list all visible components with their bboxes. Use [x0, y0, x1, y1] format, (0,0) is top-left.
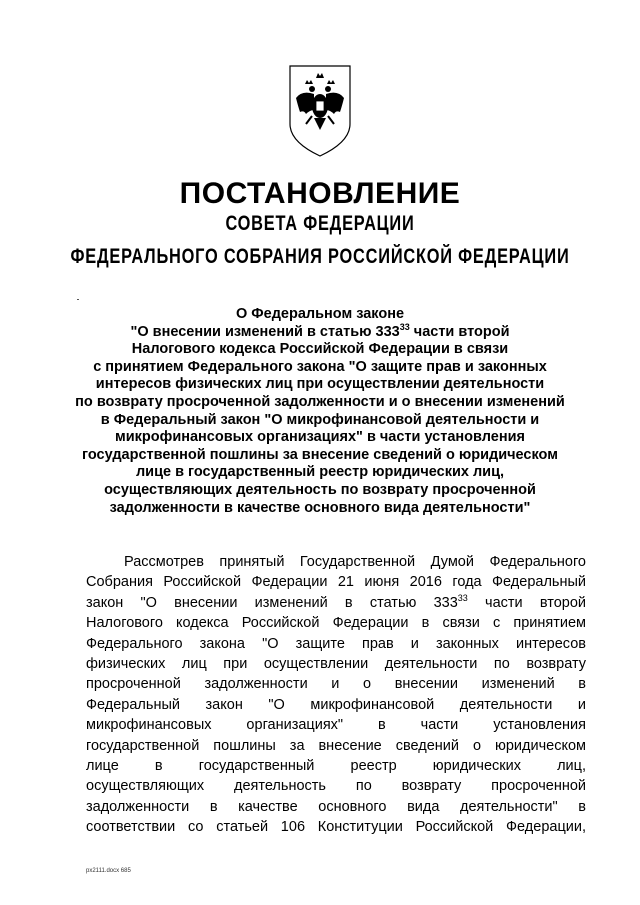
eagle-tail [314, 118, 326, 130]
body-line: осуществляющих деятельность по возврату просроченной [86, 778, 586, 795]
page-title: ПОСТАНОВЛЕНИЕ [179, 177, 461, 210]
body-line: государственной пошлины за внесение сведений о юридическом [86, 737, 586, 754]
coat-of-arms-emblem [288, 64, 352, 160]
subtitle-assembly: ФЕДЕРАЛЬНОГО СОБРАНИЯ РОССИЙСКОЙ ФЕДЕРАЦИИ [70, 245, 570, 268]
eagle-wing-right [326, 93, 344, 114]
document-file-id: px2111.docx 685 [86, 868, 131, 874]
body-line: микрофинансовых организациях" в части установления [86, 717, 586, 734]
scan-speck [77, 299, 79, 300]
subject-line: лице в государственный реестр юридических лиц, [135, 464, 505, 481]
body-line: Федерального закона "О защите прав и законных интересов [86, 635, 586, 652]
subject-line: интересов физических лиц при осуществлении деятельности [95, 376, 545, 393]
subject-line: по возврату просроченной задолженности и о внесении изменений [75, 393, 565, 410]
body-line: лице в государственный реестр юридических лиц, [86, 757, 586, 774]
body-line: Федеральный закон "О микрофинансовой деятельности и [86, 696, 586, 713]
subject-line: Налогового кодекса Российской Федерации в связи [131, 341, 509, 358]
eagle-wing-left [296, 93, 314, 114]
eagle-head-right [325, 86, 331, 92]
document-subject [40, 306, 600, 517]
breast-shield [316, 101, 324, 111]
body-line: физических лиц при осуществлении деятельности по возврату [86, 655, 586, 672]
body-line: закон "О внесении изменений в статью $333^{33}$ части второй [86, 592, 586, 611]
subject-line: "О внесении изменений в статью $333^{33}$ части второй [130, 321, 510, 340]
body-line: Налогового кодекса Российской Федерации в связи с принятием [86, 615, 586, 632]
eagle-head-left [309, 86, 315, 92]
crown-top [316, 73, 324, 78]
body-line: Рассмотрев принятый Государственной Думой Федерального [124, 554, 586, 570]
resolution-body [86, 552, 586, 837]
subtitle-council: СОВЕТА ФЕДЕРАЦИИ [225, 212, 415, 235]
subject-line: государственной пошлины за внесение сведений о юридическом [82, 446, 558, 463]
body-line: просроченной задолженности и о внесении изменений в [86, 676, 586, 693]
subject-line: осуществляющих деятельность по возврату просроченной [104, 481, 536, 498]
body-line: Собрания Российской Федерации 21 июня 2016 года Федеральный [86, 574, 586, 591]
subject-line: с принятием Федерального закона "О защите прав и законных [93, 358, 547, 375]
subject-line: О Федеральном законе [235, 306, 405, 322]
subject-line: микрофинансовых организациях" в части установления [115, 429, 525, 446]
subject-line: в Федеральный закон "О микрофинансовой деятельности и [100, 411, 540, 428]
body-line: задолженности в качестве основного вида деятельности" в [86, 798, 586, 815]
crown-right [327, 80, 335, 84]
subject-line: задолженности в качестве основного вида деятельности" [109, 499, 531, 516]
crown-left [305, 80, 313, 84]
body-line: соответствии со статьей 106 Конституции Российской Федерации, [86, 819, 586, 836]
